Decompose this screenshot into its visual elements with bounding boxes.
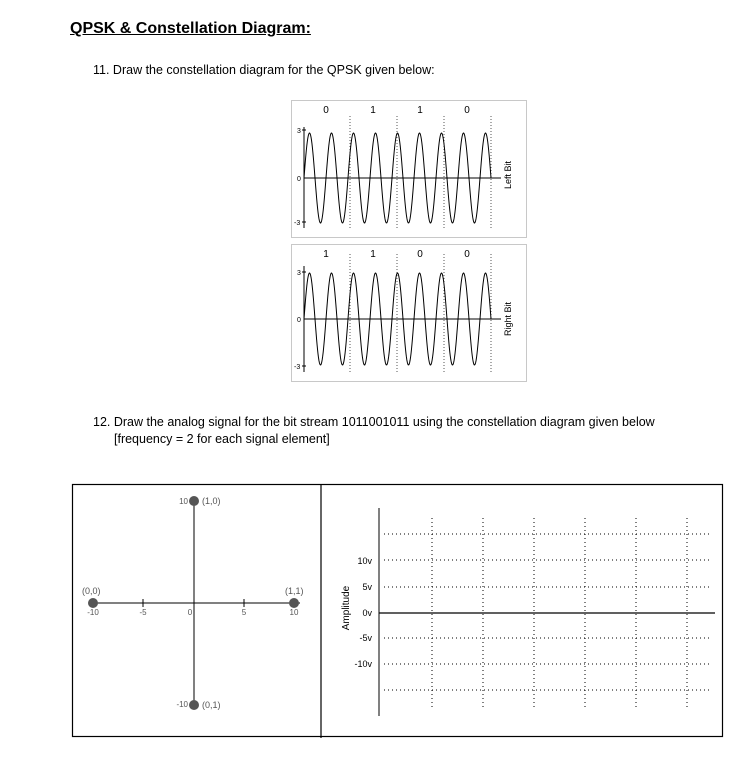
left-bit-waveform — [291, 100, 527, 238]
right-bit-waveform — [291, 244, 527, 382]
y-tick-label: 10 — [179, 497, 188, 506]
constellation-point — [289, 598, 299, 608]
level-label: 5v — [362, 582, 372, 592]
question-12: 12. Draw the analog signal for the bit stream 1011001011 using the constellation diagram given below — [93, 415, 655, 429]
y-tick-3: 3 — [297, 128, 301, 135]
level-label: 10v — [357, 556, 372, 566]
level-label: -10v — [354, 659, 372, 669]
y-tick-neg3: -3 — [294, 364, 301, 371]
bit-label: 1 — [417, 105, 423, 116]
point-label: (1,0) — [202, 496, 221, 506]
bit-label: 0 — [417, 249, 423, 260]
constellation-point — [88, 598, 98, 608]
y-tick-0: 0 — [297, 176, 301, 183]
level-label: 0v — [362, 608, 372, 618]
constellation-point — [189, 700, 199, 710]
x-tick-label: 10 — [289, 608, 299, 617]
y-tick-3: 3 — [297, 270, 301, 277]
x-tick-label: 5 — [241, 608, 247, 617]
bit-label: 0 — [464, 105, 470, 116]
bit-label: 1 — [370, 105, 376, 116]
answer-box — [72, 484, 724, 739]
y-tick-0: 0 — [297, 317, 301, 324]
x-tick-label: 0 — [187, 608, 193, 617]
point-label: (0,0) — [82, 586, 101, 596]
side-label: Right Bit — [503, 301, 513, 337]
y-axis-label: Amplitude — [341, 585, 352, 631]
bit-label: 0 — [323, 105, 329, 116]
constellation-diagram — [82, 496, 304, 710]
y-tick-neg3: -3 — [294, 220, 301, 227]
point-label: (0,1) — [202, 700, 221, 710]
x-tick-label: -5 — [139, 608, 147, 617]
question-12-subtext: [frequency = 2 for each signal element] — [114, 432, 330, 446]
outer-frame — [73, 485, 723, 737]
level-label: -5v — [359, 633, 372, 643]
side-label: Left Bit — [503, 160, 513, 190]
bit-label: 0 — [464, 249, 470, 260]
bit-label: 1 — [323, 249, 329, 260]
constellation-point — [189, 496, 199, 506]
x-tick-label: -10 — [87, 608, 99, 617]
question-11: 11. Draw the constellation diagram for the QPSK given below: — [93, 63, 435, 77]
page-title: QPSK & Constellation Diagram: — [70, 20, 311, 37]
amplitude-grid — [341, 508, 715, 716]
point-label: (1,1) — [285, 586, 304, 596]
bit-label: 1 — [370, 249, 376, 260]
y-tick-label: -10 — [176, 700, 188, 709]
